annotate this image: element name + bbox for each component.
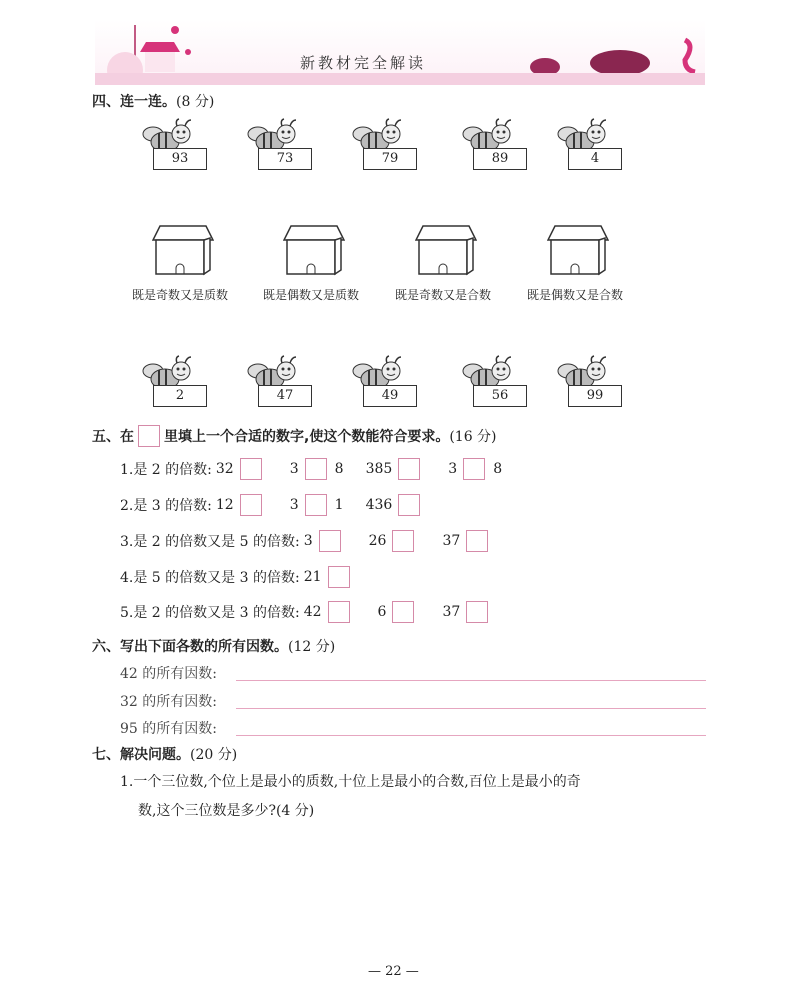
number-prefix: 6: [377, 604, 387, 620]
number-prefix: 37: [442, 604, 461, 620]
number-prefix: 32: [215, 461, 234, 477]
number-prefix: 12: [215, 497, 234, 513]
header-title: 新教材完全解读: [300, 54, 427, 72]
digit-input-box[interactable]: [392, 530, 414, 552]
digit-input-box[interactable]: [240, 494, 262, 516]
question-1-line-2: 数,这个三位数是多少?(4 分): [138, 803, 315, 819]
house-target[interactable]: [415, 224, 477, 276]
digit-input-box[interactable]: [392, 601, 414, 623]
digit-input-box[interactable]: [305, 494, 327, 516]
bee-number: 93: [153, 148, 207, 170]
bee-number: 73: [258, 148, 312, 170]
bee-number: 47: [258, 385, 312, 407]
digit-input-box[interactable]: [466, 530, 488, 552]
number-prefix: 3: [289, 497, 299, 513]
number-suffix: 1: [334, 497, 344, 513]
section-4-heading: 四、连一连。(8 分): [92, 94, 215, 110]
bee-number: 56: [473, 385, 527, 407]
fill-row: [120, 601, 494, 623]
digit-input-box[interactable]: [328, 566, 350, 588]
bee-card[interactable]: [355, 355, 425, 410]
house-target[interactable]: [547, 224, 609, 276]
digit-input-box[interactable]: [328, 601, 350, 623]
row-label: 2.是 3 的倍数:: [120, 498, 212, 514]
section-6-heading: 六、写出下面各数的所有因数。(12 分): [92, 639, 336, 655]
digit-input-box[interactable]: [398, 494, 420, 516]
bee-number: 2: [153, 385, 207, 407]
bee-number: 89: [473, 148, 527, 170]
bee-number: 99: [568, 385, 622, 407]
row-label: 3.是 2 的倍数又是 5 的倍数:: [120, 534, 300, 550]
bee-number: 49: [363, 385, 417, 407]
number-prefix: 21: [303, 569, 322, 585]
bee-card[interactable]: [465, 355, 535, 410]
row-label: 5.是 2 的倍数又是 3 的倍数:: [120, 605, 300, 621]
number-prefix: 37: [442, 533, 461, 549]
fill-row: [120, 566, 356, 588]
header-strip: [95, 73, 705, 85]
number-prefix: 26: [368, 533, 387, 549]
house-label: 既是奇数又是质数: [132, 288, 229, 302]
number-prefix: 385: [365, 461, 393, 477]
bee-card[interactable]: [250, 118, 320, 173]
factor-label: 32 的所有因数:: [120, 694, 217, 710]
bee-number: 79: [363, 148, 417, 170]
factor-label: 42 的所有因数:: [120, 666, 217, 682]
row-label: 1.是 2 的倍数:: [120, 462, 212, 478]
digit-input-box[interactable]: [463, 458, 485, 480]
house-tree-decoration-icon: [100, 20, 210, 75]
bee-card[interactable]: [355, 118, 425, 173]
number-prefix: 436: [365, 497, 393, 513]
bee-card[interactable]: [560, 118, 630, 173]
number-suffix: 8: [493, 461, 503, 477]
number-prefix: 42: [303, 604, 322, 620]
plants-decoration-icon: [520, 35, 705, 75]
digit-input-box[interactable]: [305, 458, 327, 480]
example-box: [138, 425, 160, 447]
house-target[interactable]: [283, 224, 345, 276]
section-5-heading: 五、在 里填上一个合适的数字,使这个数能符合要求。 (16 分): [92, 425, 497, 447]
factor-label: 95 的所有因数:: [120, 721, 217, 737]
question-1-line-1: 1.一个三位数,个位上是最小的质数,十位上是最小的合数,百位上是最小的奇: [120, 774, 581, 790]
bee-card[interactable]: [560, 355, 630, 410]
digit-input-box[interactable]: [240, 458, 262, 480]
digit-input-box[interactable]: [466, 601, 488, 623]
bee-card[interactable]: [250, 355, 320, 410]
house-label: 既是偶数又是合数: [527, 288, 624, 302]
house-label: 既是偶数又是质数: [263, 288, 360, 302]
page-number: — 22 —: [368, 964, 419, 979]
answer-line[interactable]: [236, 708, 706, 709]
row-label: 4.是 5 的倍数又是 3 的倍数:: [120, 570, 300, 586]
digit-input-box[interactable]: [398, 458, 420, 480]
house-label: 既是奇数又是合数: [395, 288, 492, 302]
fill-row: [120, 494, 426, 516]
digit-input-box[interactable]: [319, 530, 341, 552]
bee-number: 4: [568, 148, 622, 170]
answer-line[interactable]: [236, 735, 706, 736]
number-suffix: 8: [334, 461, 344, 477]
fill-row: [120, 530, 494, 552]
house-target[interactable]: [152, 224, 214, 276]
section-7-heading: 七、解决问题。(20 分): [92, 747, 238, 763]
bee-card[interactable]: [145, 355, 215, 410]
number-prefix: 3: [289, 461, 299, 477]
bee-card[interactable]: [145, 118, 215, 173]
bee-card[interactable]: [465, 118, 535, 173]
fill-row: [120, 458, 502, 480]
answer-line[interactable]: [236, 680, 706, 681]
number-prefix: 3: [303, 533, 313, 549]
number-prefix: 3: [448, 461, 458, 477]
